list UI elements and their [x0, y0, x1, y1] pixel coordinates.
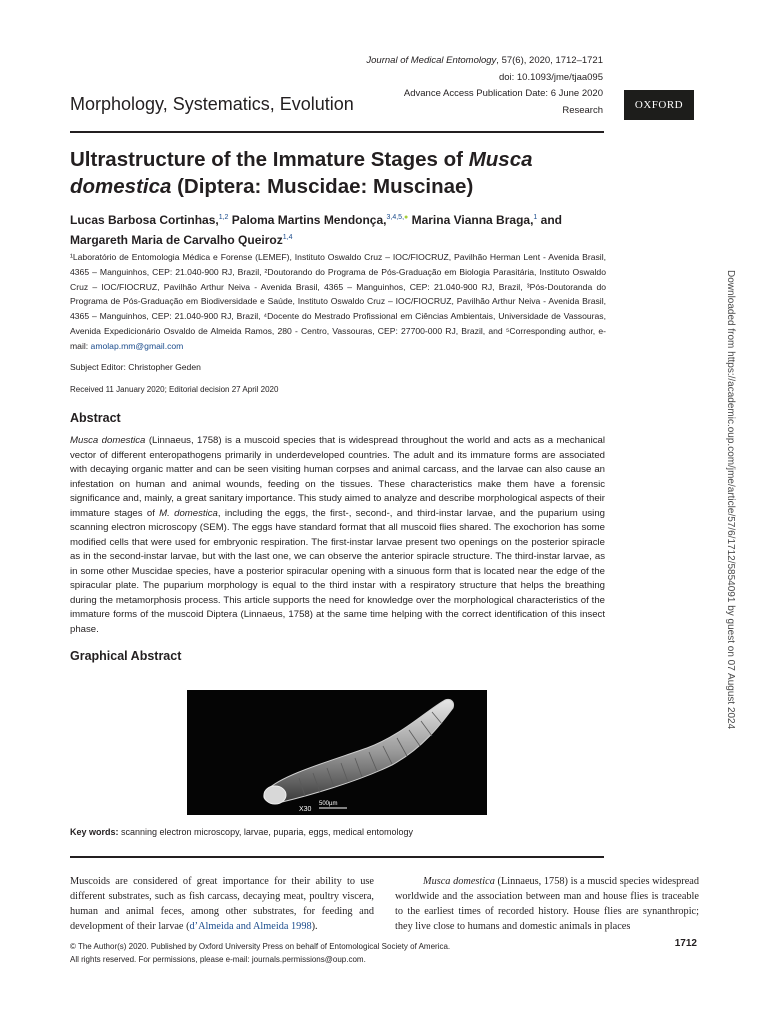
body-column-right [395, 874, 699, 934]
keywords-list: scanning electron microscopy, larvae, puparia, eggs, medical entomology [118, 827, 414, 837]
author-list [70, 209, 610, 249]
top-divider [70, 131, 604, 133]
orcid-icon[interactable]: ● [404, 214, 409, 221]
journal-meta [366, 53, 603, 119]
graphical-abstract-heading: Graphical Abstract [70, 649, 182, 663]
author-affiliation[interactable]: 1,4 [282, 234, 293, 241]
author-affiliation[interactable]: 3,4,5, [386, 214, 405, 221]
email-link[interactable]: amolap.mm@gmail.com [90, 340, 184, 351]
keywords-label: Key words: [70, 827, 119, 837]
abstract-species: Musca domestica [70, 435, 146, 446]
footer [70, 940, 450, 966]
copyright-notice: © The Author(s) 2020. Published by Oxford University Press on behalf of Entomological Society of America. [70, 942, 451, 951]
rights-notice: All rights reserved. For permissions, please e-mail: journals.permissions@oup.com. [70, 955, 366, 964]
title-text-end: (Diptera: Muscidae: Muscinae) [171, 175, 474, 198]
abstract-body-end: , including the eggs, the first-, second-, and third-instar larvae, and the puparium using scanning electron microscopy (SEM). The eggs have standard format that all muscoid flies shared. The exochorion has some modified cells that were used for embryonic respiration. The first-instar larvae present two openings on the posterior spiracle as in the second-instar larvae, but with the last one, we can observe the anterior spiracle structure. The third-instar larvae, as in some other Muscidae species, have a posterior spiracular opening with a sinuous form that is located near the edge of the spiracular plate. The puparium morphology is equal to the third instar with a respiratory structure that helps the breathing during the metamorphosis process. This article supports the need for knowledge over the morphological characteristics of the immature forms of the muscoid Diptera (Linnaeus, 1758) at the same time helping with the correct identification of this insect phase. [70, 507, 605, 635]
article-dates: Received 11 January 2020; Editorial decision 27 April 2020 [70, 385, 279, 394]
journal-name: Journal of Medical Entomology [366, 55, 497, 66]
author-name[interactable]: and Margareth Maria de Carvalho Queiroz [70, 213, 562, 247]
oxford-logo: OXFORD [624, 90, 694, 120]
page-number: 1712 [674, 938, 697, 949]
section-heading: Morphology, Systematics, Evolution [70, 94, 354, 114]
affiliations [70, 250, 606, 354]
abstract-heading: Abstract [70, 411, 121, 425]
sem-larva-image [187, 690, 487, 815]
citation-link[interactable]: d’Almeida and Almeida 1998 [189, 921, 312, 932]
abstract-species-abbrev: M. domestica [159, 507, 218, 519]
download-watermark-text: Downloaded from https://academic.oup.com/jme/article/57/6/1712/5854091 by guest on 07 August 2024 [725, 270, 736, 730]
affiliation-text: ¹Laboratório de Entomologia Médica e Forense (LEMEF), Instituto Oswaldo Cruz – IOC/FIOCRUZ, Pavilhão Herman Lent - Avenida Brasil, 4365 – Manguinhos, CEP: 21.040-900 RJ, Brazil, ²Doutorando do Programa de Pós-Graduação em Biologia Parasitária, Instituto Oswaldo Cruz – IOC/FIOCRUZ, Pavilhão Arthur Neiva - Avenida Brasil, 4365 – Manguinhos, CEP: 21.040-900 RJ, Brazil, ³Pós-Doutoranda do Programa de Pós-Graduação em Biodiversidade e Saúde, Instituto Oswaldo Cruz – IOC/FIOCRUZ, Pavilhão Arthur Neiva - Avenida Brasil, 4365 – Manguinhos, CEP: 21.040-900 RJ, Brazil, ⁴Docente do Mestrado Profissional em Ciências Ambientais, Universidade de Vassouras, Avenida Expedicionário Osvaldo de Almeida Ramos, 280 - Centro, Vassouras, CEP: 27700-000 RJ, Brazil, and ⁵Corresponding author, e-mail: [70, 252, 606, 351]
subject-editor: Subject Editor: Christopher Geden [70, 362, 201, 372]
article-title [70, 146, 600, 200]
body-text: Muscoids are considered of great importance for their ability to use different substrates, such as fish carcass, decaying meat, poultry viscera, human and animal feces, among other substrates, for feeding and development of their larvae ( [70, 876, 374, 932]
advance-access-date: Advance Access Publication Date: 6 June 2020 [403, 88, 603, 99]
graphical-abstract-image[interactable] [187, 690, 487, 815]
abstract-body: (Linnaeus, 1758) is a muscoid species that is widespread throughout the world and acts as a mechanical vector of different enteropathogens primarily in underdeveloped countries. The adult and its immature forms are associated with decaying organic matter and can be seen visiting human corpses and animal carcass, and the larvae can also cause an infestation on human and animal wounds, feeding on the tissues. These characteristics make them have a forensic significance and, mainly, a great sanitary importance. This study aimed to analyze and describe morphological aspects of their immature stages of [70, 435, 605, 519]
author-affiliation[interactable]: 1,2 [218, 214, 229, 221]
larva-body [264, 699, 454, 802]
larva-posterior-end [264, 786, 286, 804]
image-scale-label: 500µm [319, 801, 338, 807]
body-text: (Linnaeus, 1758) is a muscid species widespread worldwide and the association between man and house flies is traceable to the earliest times of recorded history. House flies are synanthropic; they live close to humans and domestic animals in places [395, 876, 699, 932]
body-species: Musca domestica [423, 876, 495, 887]
title-text: Ultrastructure of the Immature Stages of [70, 148, 469, 171]
body-column-left [70, 874, 374, 934]
body-divider [70, 856, 604, 858]
author-name[interactable]: Paloma Martins Mendonça, [228, 213, 387, 227]
doi-link[interactable]: doi: 10.1093/jme/tjaa095 [498, 71, 603, 83]
author-name[interactable]: Lucas Barbosa Cortinhas, [70, 213, 219, 227]
author-affiliation[interactable]: 1 [533, 214, 538, 221]
image-magnification: X30 [299, 806, 312, 813]
article-type: Research [562, 104, 603, 116]
journal-citation: , 57(6), 2020, 1712–1721 [496, 55, 603, 66]
author-name[interactable]: Marina Vianna Braga, [408, 213, 534, 227]
body-text-end: ). [311, 921, 318, 932]
abstract-text [70, 434, 605, 637]
title-species: Musca domestica [70, 148, 533, 198]
keywords [70, 827, 413, 837]
